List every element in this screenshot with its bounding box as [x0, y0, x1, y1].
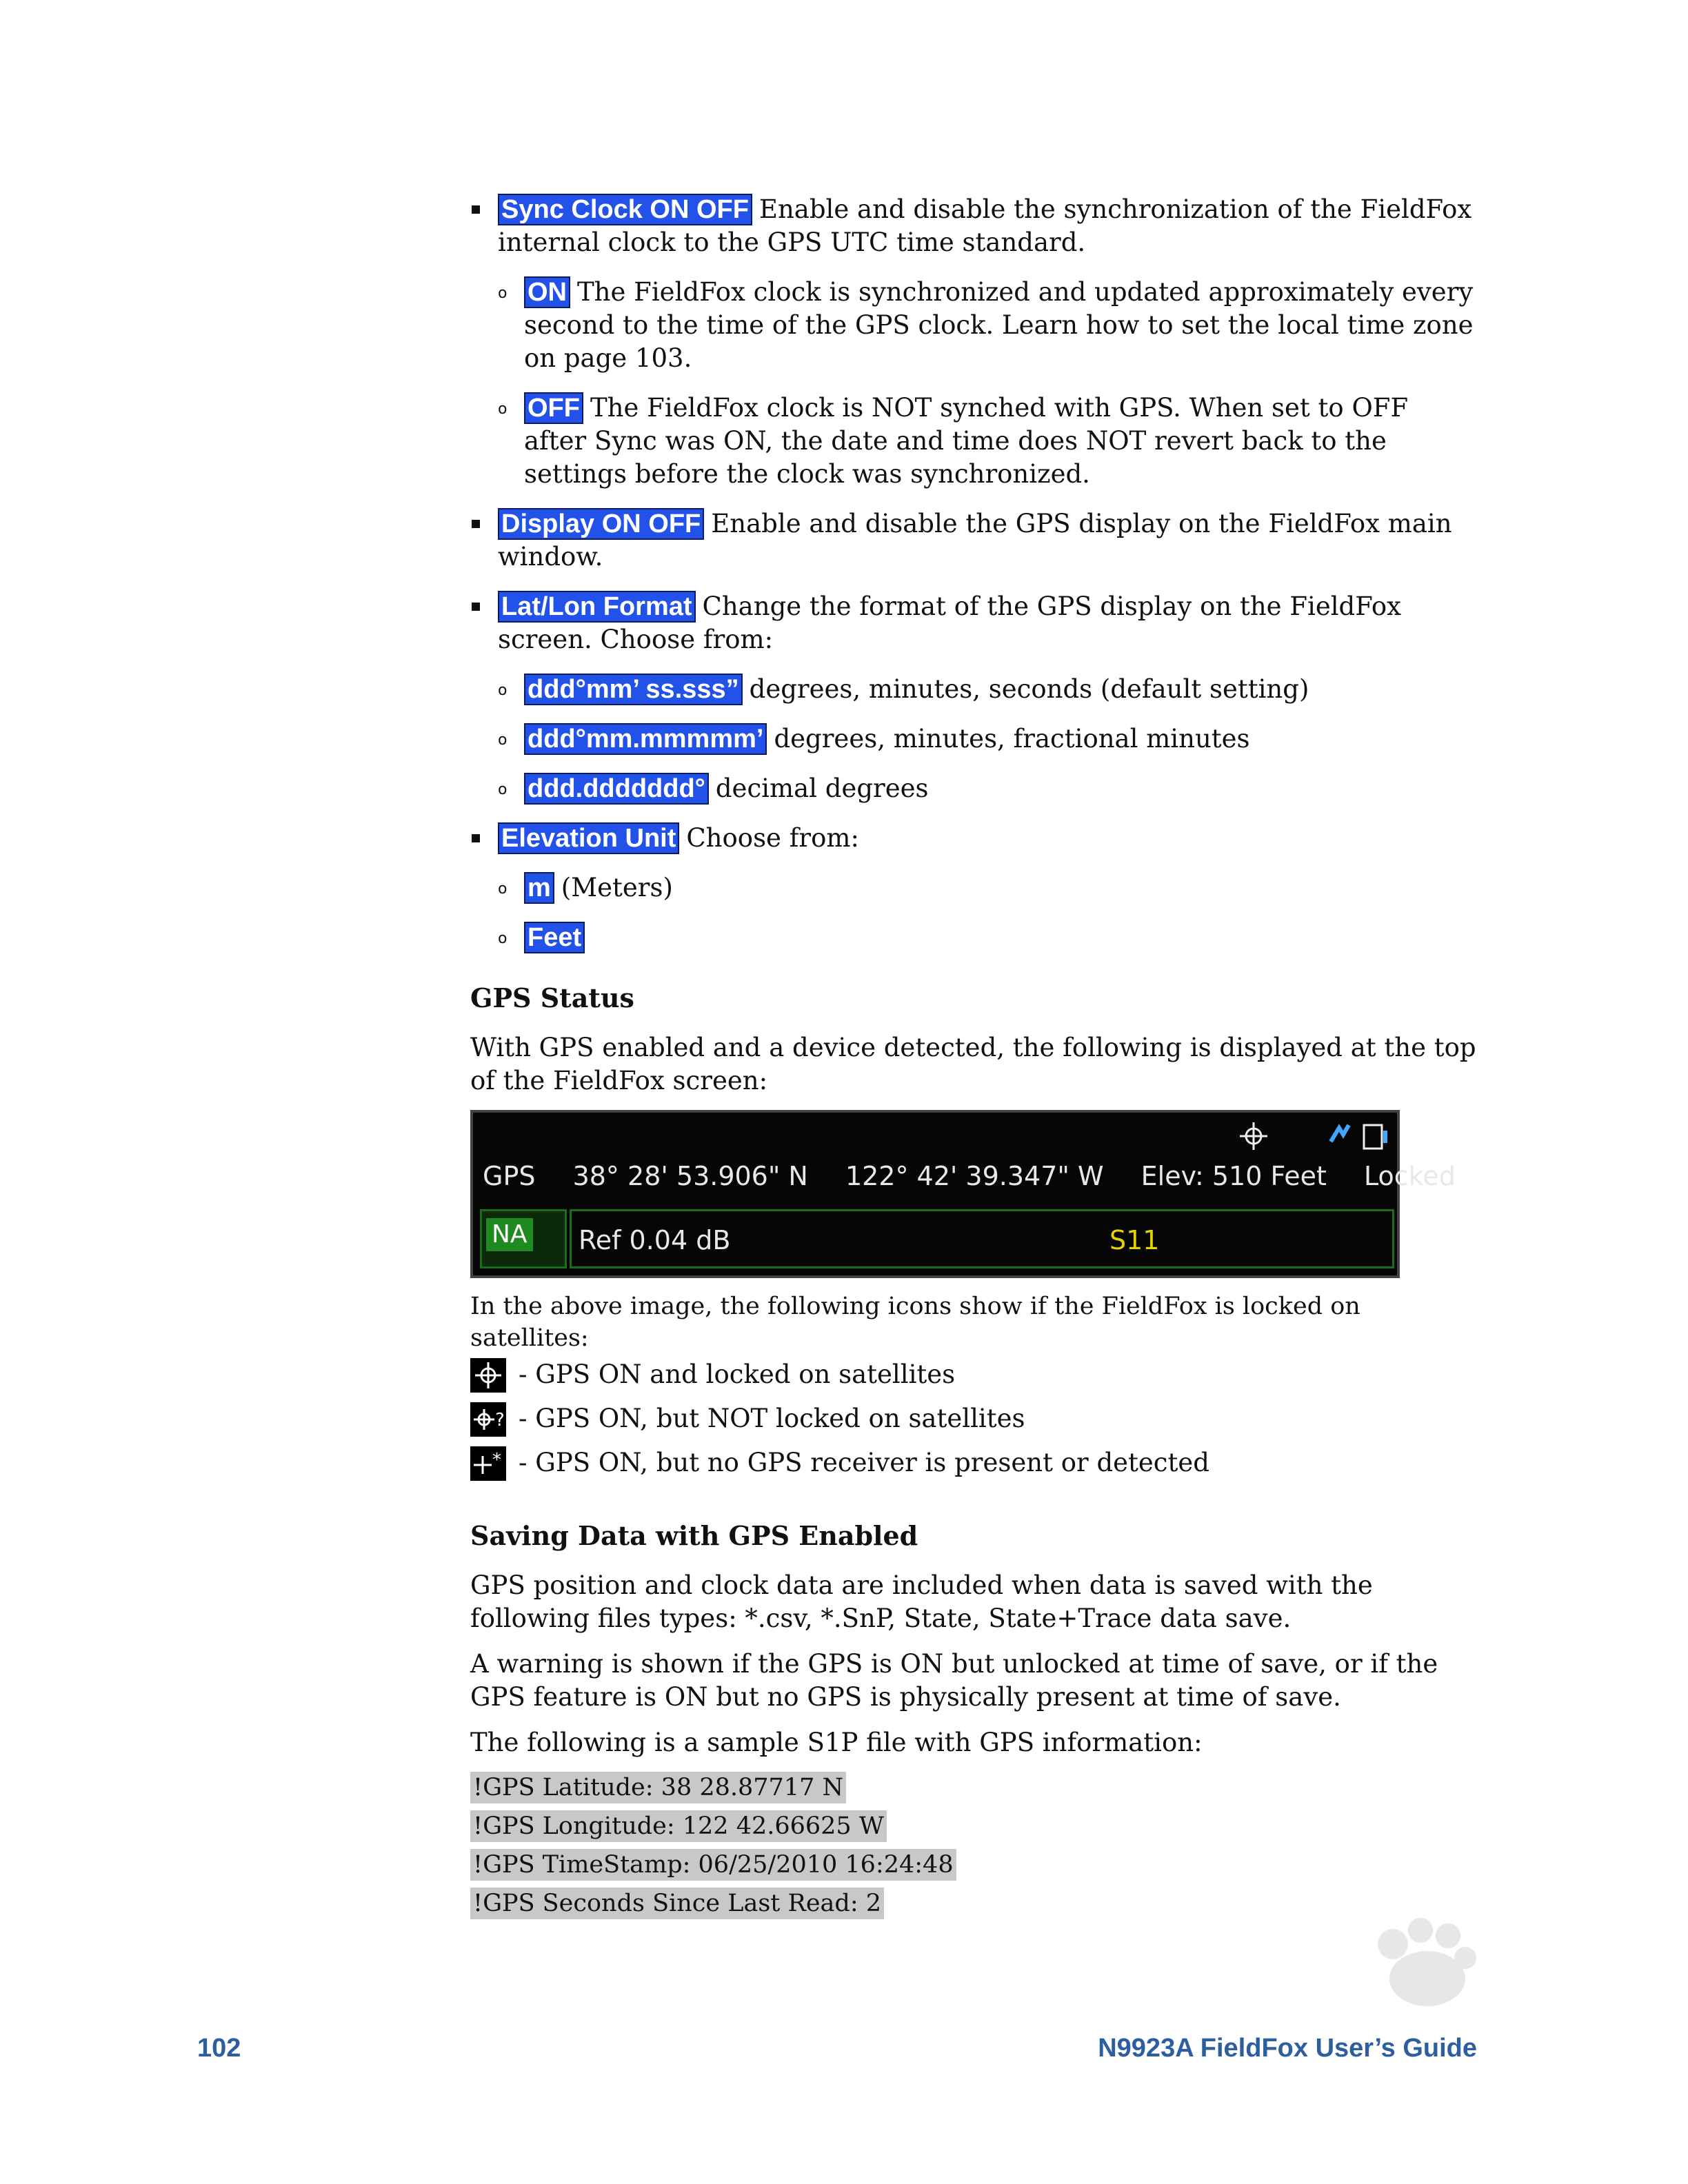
softkey-sync-clock: Sync Clock ON OFF [498, 194, 752, 225]
bullet-display [470, 507, 1477, 574]
softkey-elevation-unit: Elevation Unit [498, 822, 679, 854]
softkey-feet: Feet [524, 922, 585, 953]
sub-sync-off [470, 392, 1477, 491]
icon-row-locked [470, 1358, 1477, 1393]
saving-paragraph-2: A warning is shown if the GPS is ON but unlocked at time of save, or if the GPS feature is ON but no GPS is physically present at time of save. [470, 1649, 1438, 1712]
sync-on-description: The FieldFox clock is synchronized and updated approximately every second to the time of the GPS clock. Learn how to set the local time zone on page 103. [524, 277, 1474, 373]
baidu-watermark-icon [1193, 1903, 1579, 2110]
icons-caption: In the above image, the following icons show if the FieldFox is locked on satellites: [470, 1293, 1360, 1352]
trace-label: S11 [1109, 1225, 1160, 1255]
softkey-dms: ddd°mm’ ss.sss” [524, 674, 743, 705]
icon-locked-text: - GPS ON and locked on satellites [519, 1359, 956, 1389]
bullet-elevation-unit [470, 822, 1477, 855]
saving-paragraph-3: The following is a sample S1P file with GPS information: [470, 1728, 1203, 1757]
gps-label: GPS [483, 1161, 536, 1191]
dms-description: degrees, minutes, seconds (default setting) [749, 674, 1309, 704]
battery-icon [1328, 1121, 1390, 1151]
ref-box [570, 1209, 1394, 1268]
bullet-latlon-format [470, 590, 1477, 656]
sub-elev-feet [470, 921, 1477, 954]
svg-text:?: ? [495, 1410, 505, 1430]
na-box [480, 1209, 567, 1268]
sync-clock-description: Enable and disable the synchronization of the FieldFox internal clock to the GPS UTC time standard. [498, 194, 1472, 257]
gps-lock-status: Locked [1364, 1161, 1456, 1191]
bullet-sync-clock [470, 193, 1477, 259]
icon-row-unlocked [470, 1402, 1477, 1437]
heading-gps-status: GPS Status [470, 982, 634, 1013]
sample-line [470, 1772, 1477, 1803]
heading-saving-data: Saving Data with GPS Enabled [470, 1520, 918, 1551]
crosshair-question-icon [470, 1402, 506, 1437]
gps-elevation: Elev: 510 Feet [1141, 1161, 1327, 1191]
sub-sync-on [470, 276, 1477, 375]
elevation-description: Choose from: [686, 823, 859, 853]
svg-text:*: * [492, 1450, 501, 1470]
cross-star-icon [470, 1446, 506, 1481]
saving-paragraph-1: GPS position and clock data are included when data is saved with the following files types: *.csv, *.SnP, State, State+Trace data save. [470, 1570, 1373, 1633]
meters-description: (Meters) [561, 873, 673, 902]
softkey-dd: ddd.ddddddd° [524, 773, 709, 805]
crosshair-icon [1238, 1121, 1269, 1151]
ref-level: Ref 0.04 dB [579, 1225, 731, 1255]
softkey-display: Display ON OFF [498, 508, 704, 540]
dd-description: decimal degrees [715, 774, 929, 803]
softkey-off: OFF [524, 392, 583, 424]
softkey-meters: m [524, 872, 554, 904]
sample-timestamp: !GPS TimeStamp: 06/25/2010 16:24:48 [470, 1849, 956, 1881]
page-number: 102 [197, 2034, 241, 2063]
gps-status-intro: With GPS enabled and a device detected, the following is displayed at the top of the FieldFox screen: [470, 1033, 1476, 1095]
sub-latlon-dm [470, 722, 1477, 756]
sample-seconds: !GPS Seconds Since Last Read: 2 [470, 1888, 884, 1919]
gps-longitude: 122° 42' 39.347" W [845, 1161, 1104, 1191]
icon-unlocked-text: - GPS ON, but NOT locked on satellites [519, 1404, 1025, 1433]
na-label: NA [486, 1218, 533, 1251]
display-description: Enable and disable the GPS display on the FieldFox main window. [498, 509, 1452, 572]
gps-latitude: 38° 28' 53.906" N [572, 1161, 808, 1191]
gps-readout-row [483, 1160, 1485, 1193]
sample-line [470, 1849, 1477, 1881]
footer-title: N9923A FieldFox User’s Guide [1098, 2034, 1477, 2063]
sub-latlon-dd [470, 772, 1477, 805]
icon-row-no-receiver [470, 1446, 1477, 1481]
gps-status-screenshot [470, 1110, 1456, 1278]
softkey-latlon-format: Lat/Lon Format [498, 591, 696, 623]
sample-longitude: !GPS Longitude: 122 42.66625 W [470, 1810, 887, 1842]
sub-latlon-dms [470, 673, 1477, 706]
page-content [470, 193, 1477, 1926]
sample-latitude: !GPS Latitude: 38 28.87717 N [470, 1772, 846, 1803]
softkey-dm: ddd°mm.mmmmm’ [524, 723, 767, 755]
dm-description: degrees, minutes, fractional minutes [774, 724, 1250, 754]
sub-elev-meters [470, 871, 1477, 904]
sample-line [470, 1810, 1477, 1842]
icon-no-receiver-text: - GPS ON, but no GPS receiver is present or detected [519, 1448, 1209, 1477]
softkey-on: ON [524, 276, 570, 308]
latlon-description: Change the format of the GPS display on the FieldFox screen. Choose from: [498, 592, 1402, 654]
crosshair-icon [470, 1358, 506, 1393]
sync-off-description: The FieldFox clock is NOT synched with GPS. When set to OFF after Sync was ON, the date and time does NOT revert back to the settings before the clock was synchronized. [524, 393, 1409, 489]
